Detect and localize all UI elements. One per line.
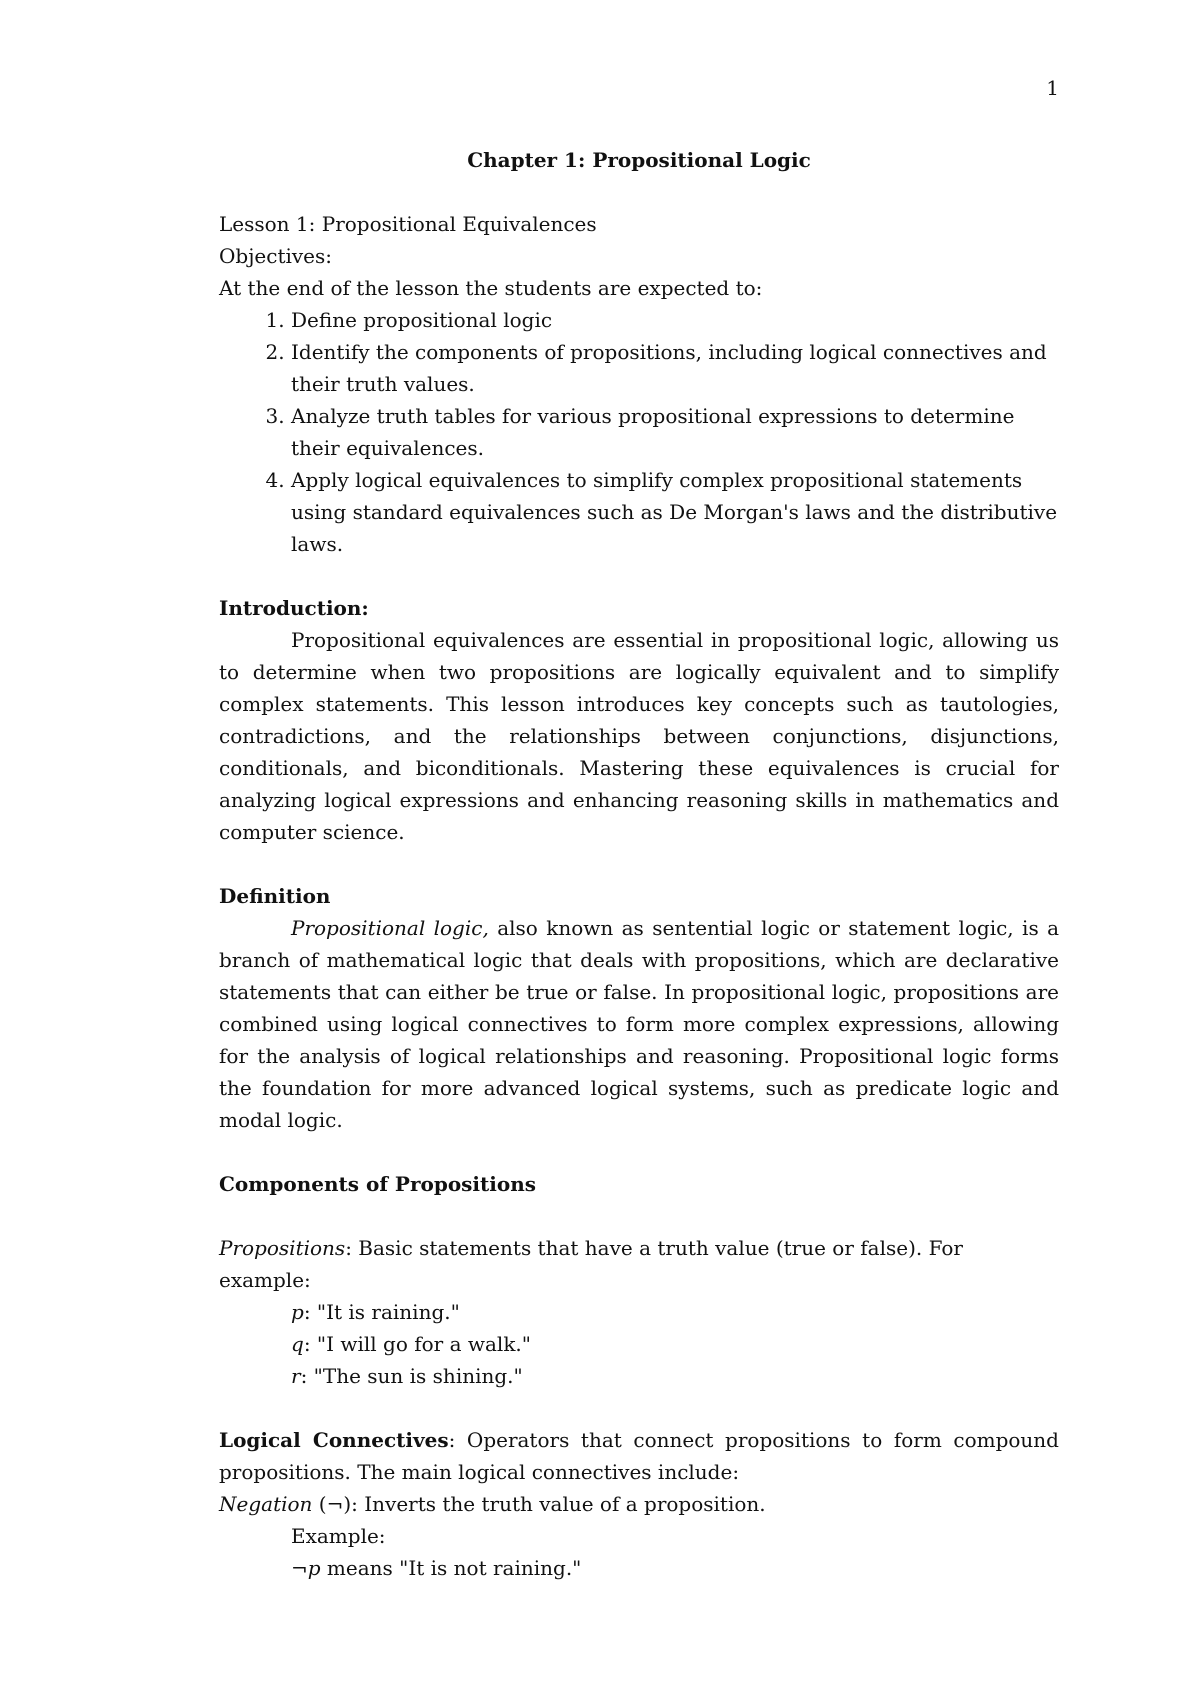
negation-example-text: means "It is not raining." [320, 1556, 582, 1580]
page-content [219, 144, 1059, 1584]
objectives-label: Objectives: [219, 244, 333, 268]
objectives-list [219, 304, 1059, 560]
propositions-term: Propositions [219, 1236, 346, 1260]
chapter-title: Chapter 1: Propositional Logic [467, 148, 811, 172]
connectives-term: Logical Connectives [219, 1428, 449, 1452]
objective-item: 4. Apply logical equivalences to simplify complex propositional statements using standard equivalences such as De Morgan's laws and the distributive laws. [291, 464, 1059, 560]
definition-heading: Definition [219, 884, 331, 908]
objective-item: 2. Identify the components of propositions, including logical connectives and their truth values. [291, 336, 1059, 400]
components-heading: Components of Propositions [219, 1172, 536, 1196]
proposition-statement: : "The sun is shining." [300, 1364, 523, 1388]
proposition-variable: p [291, 1300, 304, 1324]
negation-text: (¬): Inverts the truth value of a proposition. [312, 1492, 766, 1516]
introduction-heading: Introduction: [219, 596, 369, 620]
objective-item: 3. Analyze truth tables for various propositional expressions to determine their equivalences. [291, 400, 1059, 464]
introduction-body: Propositional equivalences are essential in propositional logic, allowing us to determine when two propositions are logically equivalent and to simplify complex statements. This lesson introduces key concepts such as tautologies, contradictions, and the relationships between conjunctions, disjunctions, conditionals, and biconditionals. Mastering these equivalences is crucial for analyzing logical expressions and enhancing reasoning skills in mathematics and computer science. [219, 628, 1059, 844]
propositions-text: : Basic statements that have a truth value (true or false). For example: [219, 1236, 963, 1292]
spacer [219, 1200, 1059, 1232]
negation-example-variable: ¬p [291, 1556, 321, 1580]
proposition-statement: : "It is raining." [303, 1300, 460, 1324]
example-label: Example: [291, 1524, 386, 1548]
definition-body [219, 912, 1059, 1136]
negation-term: Negation [219, 1492, 313, 1516]
definition-text: also known as sentential logic or statement logic, is a branch of mathematical logic that deals with propositions, which are declarative statements that can either be true or false. In propositional logic, propositions are combined using logical connectives to form more complex expressions, allowing for the analysis of logical relationships and reasoning. Propositional logic forms the foundation for more advanced logical systems, such as predicate logic and modal logic. [219, 916, 1060, 1132]
spacer [219, 1392, 1059, 1424]
proposition-example [219, 1360, 1059, 1392]
proposition-statement: : "I will go for a walk." [303, 1332, 531, 1356]
proposition-variable: q [291, 1332, 304, 1356]
lesson-title: Lesson 1: Propositional Equivalences [219, 212, 597, 236]
propositions-definition [219, 1232, 1059, 1296]
objective-item: 1. Define propositional logic [291, 304, 1059, 336]
proposition-variable: r [291, 1364, 301, 1388]
proposition-example [219, 1296, 1059, 1328]
objectives-intro: At the end of the lesson the students are expected to: [219, 276, 763, 300]
proposition-example [219, 1328, 1059, 1360]
negation-definition [219, 1488, 1059, 1520]
definition-term: Propositional logic, [291, 916, 489, 940]
negation-example [219, 1552, 1059, 1584]
connectives-definition [219, 1424, 1059, 1488]
page-number: 1 [1046, 76, 1059, 100]
connectives-text: : Operators that connect propositions to form compound propositions. The main logical connectives include: [219, 1428, 1059, 1484]
